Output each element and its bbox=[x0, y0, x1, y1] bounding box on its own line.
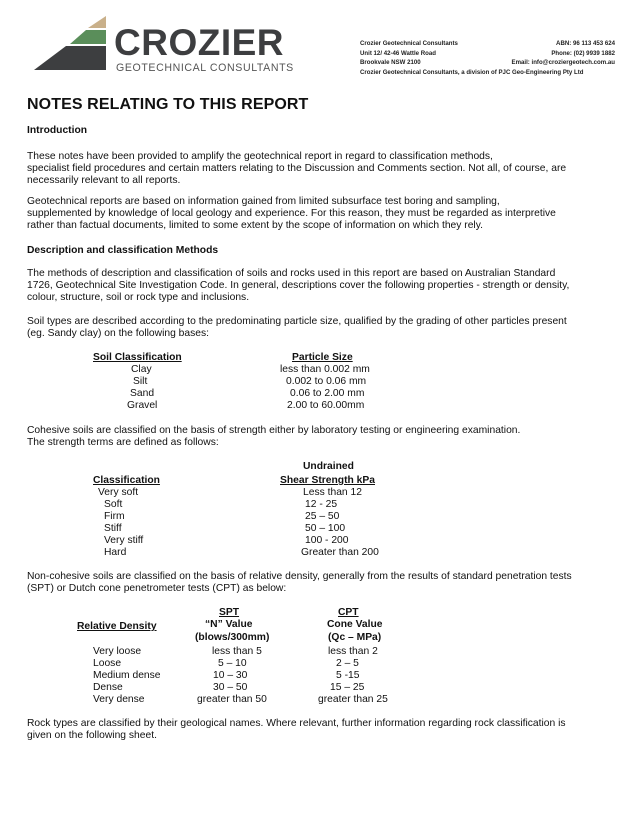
shear-strength-header: Shear Strength kPa bbox=[280, 475, 375, 486]
text-line: rather than factual documents, limited to some extent by the scope of information on which they rely. bbox=[27, 220, 483, 231]
strength-class: Soft bbox=[104, 499, 123, 510]
spt-value: 10 – 30 bbox=[213, 670, 248, 681]
text-line: colour, structure, soil or rock type and inclusions. bbox=[27, 292, 250, 303]
text-line: These notes have been provided to amplify the geotechnical report in regard to classification methods, bbox=[27, 151, 493, 162]
intro-paragraph-1 bbox=[27, 151, 599, 187]
soil-type: Silt bbox=[133, 376, 148, 387]
company-name: Crozier Geotechnical Consultants bbox=[360, 40, 458, 47]
strength-class: Very soft bbox=[98, 487, 139, 498]
undrained-header: Undrained bbox=[303, 461, 354, 472]
particle-size: less than 0.002 mm bbox=[280, 364, 370, 375]
text-line: The strength terms are defined as follows: bbox=[27, 437, 219, 448]
particle-size-header: Particle Size bbox=[292, 352, 353, 363]
cpt-units-header: (Qc – MPa) bbox=[328, 632, 382, 643]
text-line: The methods of description and classification of soils and rocks used in this report are based on Australian Standard bbox=[27, 268, 556, 279]
description-paragraph-2 bbox=[27, 316, 599, 340]
spt-value: less than 5 bbox=[212, 646, 262, 657]
logo-subtitle: GEOTECHNICAL CONSULTANTS bbox=[116, 62, 294, 74]
relative-density-table bbox=[0, 607, 637, 711]
cpt-header: CPT bbox=[338, 607, 359, 618]
text-line: Rock types are classified by their geological names. Where relevant, further information regarding rock classification is bbox=[27, 718, 566, 729]
address-line: Unit 12/ 42-46 Wattle Road bbox=[360, 49, 436, 57]
introduction-heading: Introduction bbox=[27, 125, 88, 136]
spt-n-value-header: “N” Value bbox=[205, 619, 253, 630]
cohesive-paragraph bbox=[27, 425, 599, 449]
strength-value: Less than 12 bbox=[303, 487, 362, 498]
strength-class: Hard bbox=[104, 547, 127, 558]
density-class: Very dense bbox=[93, 694, 145, 705]
page-title: NOTES RELATING TO THIS REPORT bbox=[27, 96, 309, 113]
text-line: Geotechnical reports are based on information gained from limited subsurface test boring and sampling, bbox=[27, 196, 500, 207]
strength-value: Greater than 200 bbox=[301, 547, 379, 558]
rock-paragraph bbox=[27, 718, 599, 742]
soil-type: Sand bbox=[130, 388, 155, 399]
email: Email: info@croziergeotech.com.au bbox=[511, 59, 615, 67]
strength-value: 50 – 100 bbox=[305, 523, 346, 534]
text-line: necessarily relevant to all reports. bbox=[27, 175, 181, 186]
soil-classification-header: Soil Classification bbox=[93, 352, 182, 363]
strength-class: Very stiff bbox=[104, 535, 144, 546]
text-line: 1726, Geotechnical Site Investigation Code. In general, descriptions cover the following properties - strength or density, bbox=[27, 280, 570, 291]
soil-classification-table bbox=[0, 352, 637, 418]
suburb-line: Brookvale NSW 2100 bbox=[360, 59, 421, 67]
spt-header: SPT bbox=[219, 607, 240, 618]
spt-value: 5 – 10 bbox=[218, 658, 247, 669]
contact-row bbox=[360, 58, 615, 68]
text-line: Soil types are described according to the predominating particle size, qualified by the grading of other particles present bbox=[27, 316, 567, 327]
contact-block bbox=[360, 39, 615, 77]
particle-size: 0.002 to 0.06 mm bbox=[286, 376, 367, 387]
strength-value: 12 - 25 bbox=[305, 499, 338, 510]
density-class: Dense bbox=[93, 682, 123, 693]
contact-row bbox=[360, 68, 615, 78]
intro-paragraph-2 bbox=[27, 196, 599, 232]
strength-value: 100 - 200 bbox=[305, 535, 349, 546]
cpt-value: less than 2 bbox=[328, 646, 378, 657]
noncohesive-paragraph bbox=[27, 571, 599, 595]
spt-units-header: (blows/300mm) bbox=[195, 632, 270, 643]
density-class: Loose bbox=[93, 658, 122, 669]
particle-size: 0.06 to 2.00 mm bbox=[290, 388, 365, 399]
cpt-value: 2 – 5 bbox=[336, 658, 359, 669]
cone-value-header: Cone Value bbox=[327, 619, 383, 630]
strength-value: 25 – 50 bbox=[305, 511, 340, 522]
cpt-value: 15 – 25 bbox=[330, 682, 365, 693]
text-line: (eg. Sandy clay) on the following bases: bbox=[27, 328, 210, 339]
classification-header: Classification bbox=[93, 475, 160, 486]
text-line: (SPT) or Dutch cone penetrometer tests (CPT) as below: bbox=[27, 583, 287, 594]
division-line: Crozier Geotechnical Consultants, a division of PJC Geo-Engineering Pty Ltd bbox=[360, 68, 584, 76]
strength-class: Firm bbox=[104, 511, 125, 522]
density-class: Medium dense bbox=[93, 670, 161, 681]
description-heading: Description and classification Methods bbox=[27, 245, 219, 256]
phone: Phone: (02) 9939 1882 bbox=[551, 49, 615, 57]
particle-size: 2.00 to 60.00mm bbox=[287, 400, 365, 411]
text-line: given on the following sheet. bbox=[27, 730, 157, 741]
cpt-value: greater than 25 bbox=[318, 694, 388, 705]
density-class: Very loose bbox=[93, 646, 142, 657]
text-line: Non-cohesive soils are classified on the basis of relative density, generally from the results of standard penetration tests bbox=[27, 571, 572, 582]
cpt-value: 5 -15 bbox=[336, 670, 360, 681]
text-line: supplemented by knowledge of local geology and experience. For this reason, they must be regarded as interpretive bbox=[27, 208, 556, 219]
strength-table bbox=[0, 461, 637, 561]
text-line: specialist field procedures and certain matters relating to the Discussion and Comments section. Not all, of course, are bbox=[27, 163, 567, 174]
logo-icon bbox=[28, 14, 114, 72]
text-line: Cohesive soils are classified on the basis of strength either by laboratory testing or engineering examination. bbox=[27, 425, 521, 436]
logo-wordmark: CROZIER bbox=[114, 22, 284, 63]
soil-type: Gravel bbox=[127, 400, 158, 411]
soil-type: Clay bbox=[131, 364, 152, 375]
contact-row bbox=[360, 49, 615, 59]
spt-value: 30 – 50 bbox=[213, 682, 248, 693]
abn: ABN: 96 113 453 624 bbox=[556, 40, 615, 47]
contact-row bbox=[360, 39, 615, 49]
description-paragraph-1 bbox=[27, 268, 599, 304]
spt-value: greater than 50 bbox=[197, 694, 267, 705]
strength-class: Stiff bbox=[104, 523, 122, 534]
relative-density-header: Relative Density bbox=[77, 621, 157, 632]
